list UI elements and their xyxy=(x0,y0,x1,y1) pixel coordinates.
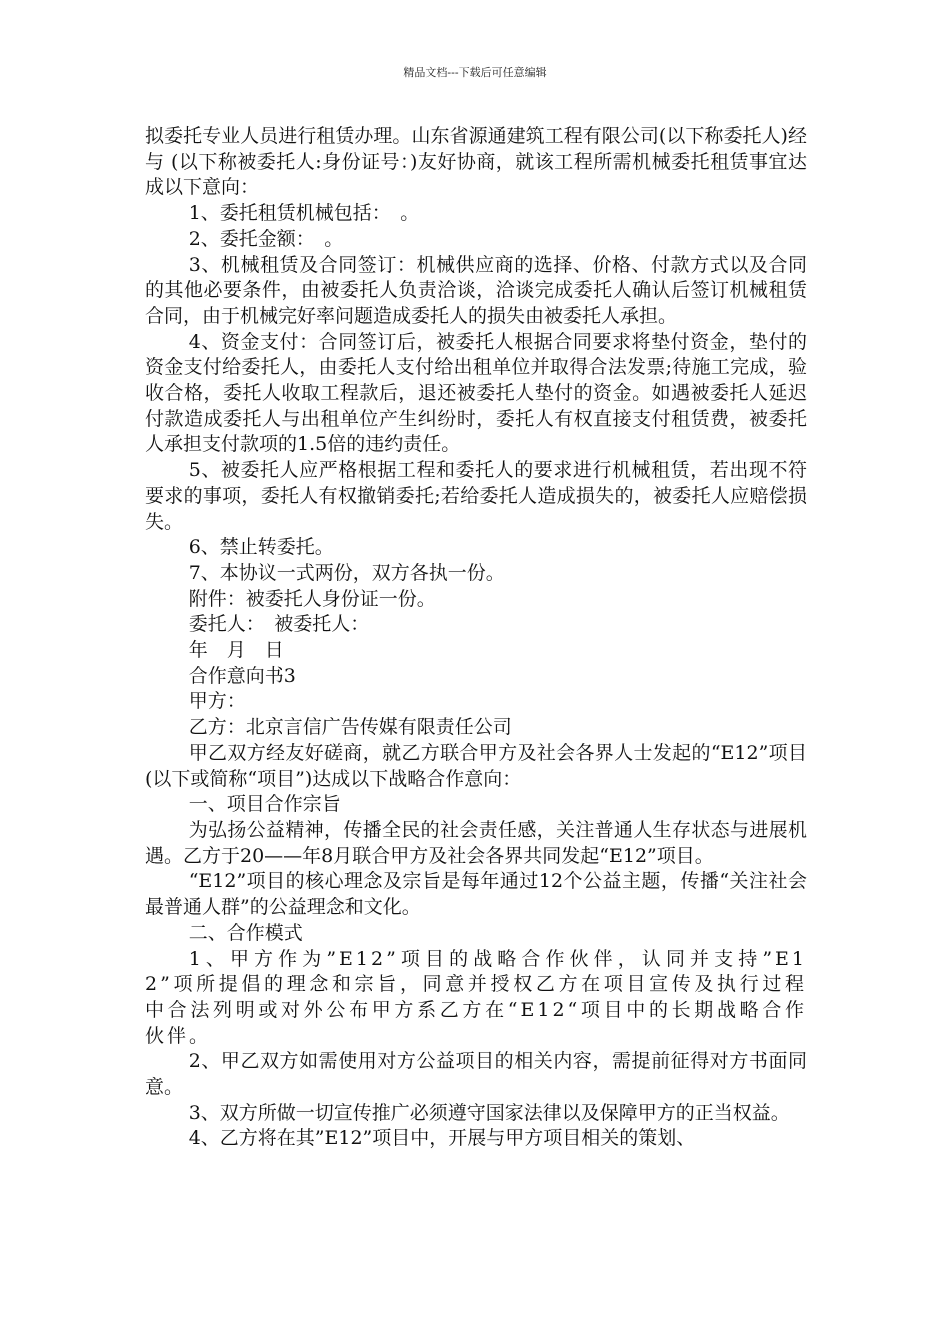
clause-7: 7、本协议一式两份，双方各执一份。 xyxy=(188,561,505,584)
core-concept-paragraph: “E12”项目的核心理念及宗旨是每年通过12个公益主题，传播“关注社会最普通人群”的公益理念和文化。 xyxy=(145,870,807,919)
signature-line: 委托人： 被委托人： xyxy=(188,613,370,636)
heading-purpose: 一、项目合作宗旨 xyxy=(188,793,341,816)
page-header: 精品文档---下载后可任意编辑 xyxy=(403,66,547,79)
party-a-line: 甲方： xyxy=(188,690,246,713)
clause-3: 3、机械租赁及合同签订：机械供应商的选择、价格、付款方式以及合同的其他必要条件，由被委托人负责洽谈，洽谈完成委托人确认后签订机械租赁合同，由于机械完好率问题造成委托人的损失由被委托人承担。 xyxy=(145,253,807,327)
clause-5: 5、被委托人应严格根据工程和委托人的要求进行机械租赁，若出现不符要求的事项，委托人有权撤销委托;若给委托人造成损失的，被委托人应赔偿损失。 xyxy=(145,459,807,533)
attachment-line: 附件：被委托人身份证一份。 xyxy=(188,587,436,610)
mode-clause-3: 3、双方所做一切宣传推广必须遵守国家法律以及保障甲方的正当权益。 xyxy=(188,1101,790,1124)
document-body xyxy=(145,124,807,1152)
clause-6: 6、禁止转委托。 xyxy=(188,536,334,559)
date-line: 年 月 日 xyxy=(188,639,284,662)
clause-1: 1、委托租赁机械包括： 。 xyxy=(188,202,420,225)
mode-clause-4: 4、乙方将在其”E12”项目中，开展与甲方项目相关的策划、 xyxy=(188,1127,696,1150)
mode-clause-1: 1、甲方作为”E12”项目的战略合作伙伴，认同并支持”E12”项所提倡的理念和宗旨，同意并授权乙方在项目宣传及执行过程中合法列明或对外公布甲方系乙方在“E12“项目中的长期战略合作伙伴。 xyxy=(145,947,807,1047)
section-title: 合作意向书3 xyxy=(188,664,296,687)
party-b-line: 乙方：北京言信广告传媒有限责任公司 xyxy=(188,716,512,739)
purpose-paragraph: 为弘扬公益精神，传播全民的社会责任感，关注普通人生存状态与进展机遇。乙方于20——年8月联合甲方及社会各界共同发起“E12”项目。 xyxy=(145,818,807,867)
cooperation-intro: 甲乙双方经友好磋商，就乙方联合甲方及社会各界人士发起的“E12”项目(以下或简称“项目”)达成以下战略合作意向： xyxy=(145,741,807,790)
paragraph-intro: 拟委托专业人员进行租赁办理。山东省源通建筑工程有限公司(以下称委托人)经与 (以下称被委托人:身份证号：)友好协商，就该工程所需机械委托租赁事宜达成以下意向： xyxy=(145,125,807,199)
mode-clause-2: 2、甲乙双方如需使用对方公益项目的相关内容，需提前征得对方书面同意。 xyxy=(145,1050,807,1099)
clause-4: 4、资金支付：合同签订后，被委托人根据合同要求将垫付资金，垫付的资金支付给委托人，由委托人支付给出租单位并取得合法发票;待施工完成，验收合格，委托人收取工程款后，退还被委托人垫付的资金。如遇被委托人延迟付款造成委托人与出租单位产生纠纷时，委托人有权直接支付租赁费，被委托人承担支付款项的1.5倍的违约责任。 xyxy=(145,330,807,456)
clause-2: 2、委托金额： 。 xyxy=(188,227,344,250)
heading-mode: 二、合作模式 xyxy=(188,921,303,944)
